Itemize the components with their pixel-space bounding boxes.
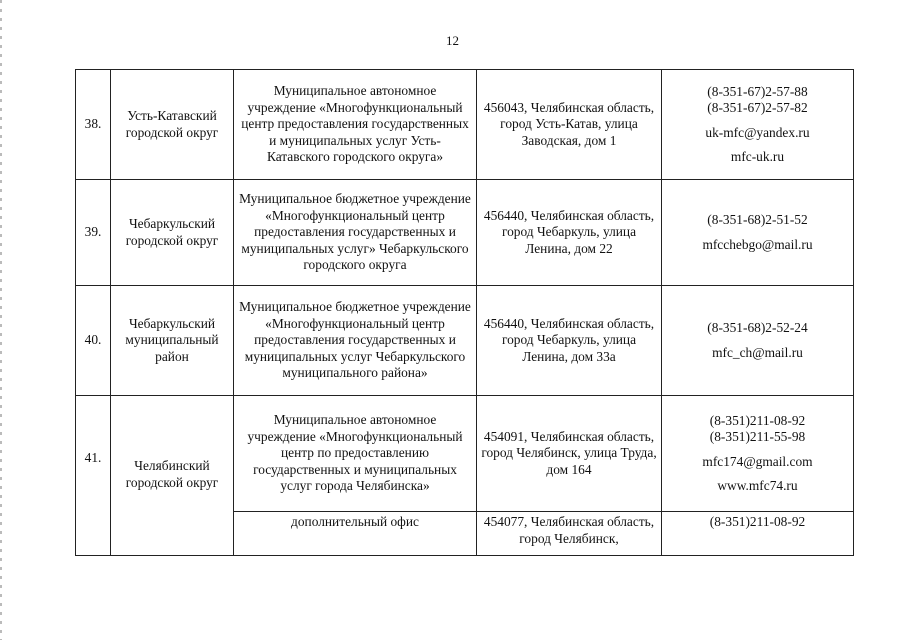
phone: (8-351-68)2-51-52: [707, 212, 808, 227]
row-number: 39.: [76, 180, 111, 286]
phone: (8-351-67)2-57-88: [707, 83, 808, 99]
phone: (8-351)211-55-98: [709, 429, 806, 444]
address: 456043, Челябинская область, город Усть-Катав, улица Заводская, дом 1: [477, 70, 662, 180]
table-row: [76, 286, 854, 396]
address: 456440, Челябинская область, город Чебаркуль, улица Ленина, дом 22: [477, 180, 662, 286]
municipality-name: Чебаркульский городской округ: [111, 180, 234, 286]
row-number: 41.: [76, 396, 111, 556]
organization-name: Муниципальное автономное учреждение «Многофункциональный центр по предоставлению государственных и муниципальных услуг города Челябинска»: [234, 396, 477, 512]
contacts: [662, 70, 854, 180]
scan-edge-mark: [0, 0, 2, 640]
email-link[interactable]: mfcchebgo@mail.ru: [702, 236, 813, 252]
municipality-name: Челябинский городской округ: [111, 396, 234, 556]
phone: (8-351-67)2-57-82: [707, 100, 808, 115]
contacts: [662, 286, 854, 396]
website-link[interactable]: www.mfc74.ru: [717, 478, 798, 493]
phone: (8-351-68)2-52-24: [707, 320, 808, 335]
organization-name: Муниципальное бюджетное учреждение «Многофункциональный центр предоставления государственных и муниципальных услуг» Чебаркульского городского округа: [234, 180, 477, 286]
address: 454091, Челябинская область, город Челябинск, улица Труда, дом 164: [477, 396, 662, 512]
phone: (8-351)211-08-92: [709, 514, 806, 529]
municipality-name: Усть-Катавский городской округ: [111, 70, 234, 180]
office-label: дополнительный офис: [234, 512, 477, 556]
contacts: [662, 512, 854, 556]
website-link[interactable]: mfc-uk.ru: [730, 149, 785, 164]
table-row: [76, 180, 854, 286]
page-number: 12: [446, 33, 459, 48]
table-row: [76, 396, 854, 512]
contacts: [662, 180, 854, 286]
address: 456440, Челябинская область, город Чебаркуль, улица Ленина, дом 33а: [477, 286, 662, 396]
address: 454077, Челябинская область, город Челябинск,: [477, 512, 662, 556]
phone: (8-351)211-08-92: [709, 412, 806, 428]
email-link[interactable]: mfc_ch@mail.ru: [712, 344, 803, 360]
organization-name: Муниципальное бюджетное учреждение «Многофункциональный центр предоставления государственных и муниципальных услуг Чебаркульского муниципального района»: [234, 286, 477, 396]
contacts: [662, 396, 854, 512]
municipality-name: Чебаркульский муниципальный район: [111, 286, 234, 396]
table-row: [76, 70, 854, 180]
email-link[interactable]: uk-mfc@yandex.ru: [705, 124, 810, 140]
row-number: 40.: [76, 286, 111, 396]
row-number: 38.: [76, 70, 111, 180]
organization-name: Муниципальное автономное учреждение «Многофункциональный центр предоставления государственных и муниципальных услуг Усть-Катавского городского округа»: [234, 70, 477, 180]
mfc-table: [75, 69, 854, 556]
email-link[interactable]: mfc174@gmail.com: [702, 453, 813, 469]
